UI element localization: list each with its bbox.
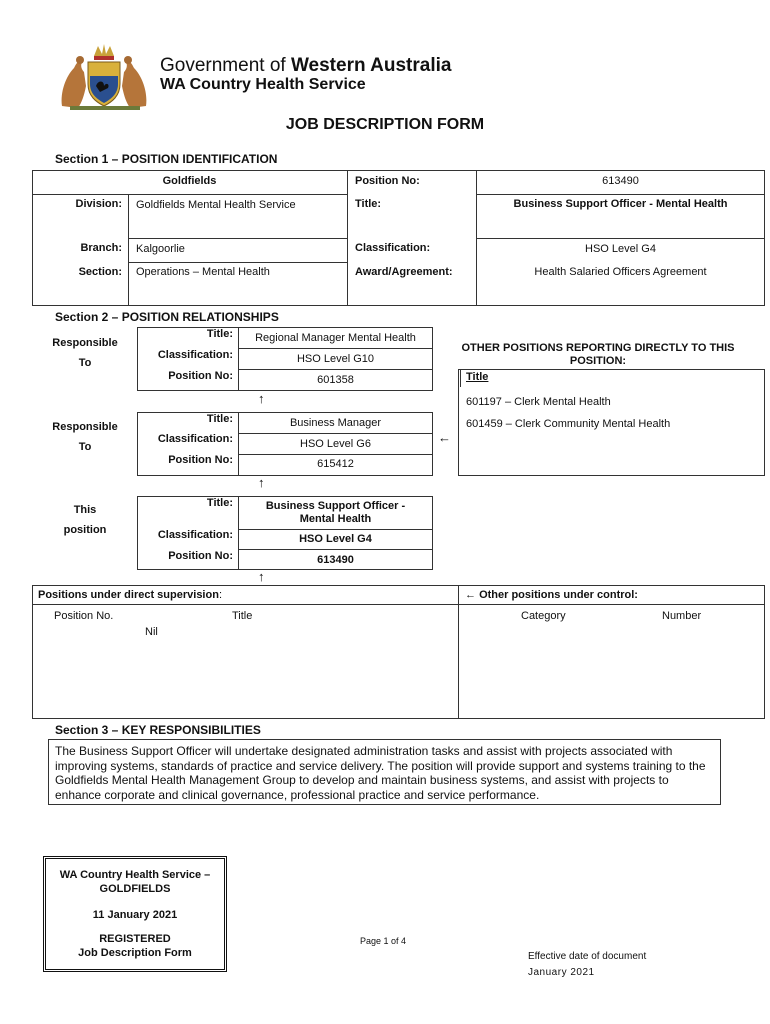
region-name: Goldfields [162, 175, 217, 187]
arrow-up-icon: ↑ [258, 475, 265, 490]
other-position-2: 601459 – Clerk Community Mental Health [466, 418, 671, 430]
col-position-no: Position No. [54, 610, 114, 622]
this-position-label [40, 500, 130, 540]
form-title: JOB DESCRIPTION FORM [285, 116, 485, 133]
effective-date-value: January 2021 [528, 967, 595, 978]
other-title-header: Title [466, 371, 489, 383]
section-label: Section: [78, 266, 122, 278]
box2-position-no: 615412 [317, 458, 354, 470]
box2-classification: HSO Level G6 [300, 438, 371, 450]
box2-title-label: Title: [206, 413, 233, 425]
other-control-text: Other positions under control: [479, 589, 638, 601]
section3-heading: Section 3 – KEY RESPONSIBILITIES [55, 723, 261, 737]
box3-title-label: Title: [206, 497, 233, 509]
position-no-label: Position No: [355, 175, 420, 187]
stamp-line3: REGISTERED [99, 933, 171, 945]
col-number: Number [662, 610, 702, 622]
to-line: To [78, 441, 92, 453]
title-label: Title: [355, 198, 382, 210]
service-name: WA Country Health Service [160, 76, 366, 93]
stamp-line4: Job Description Form [78, 947, 192, 959]
supervision-label [38, 589, 222, 601]
box3-classification-label: Classification: [157, 529, 233, 541]
other-position-1: 601197 – Clerk Mental Health [466, 396, 611, 408]
registration-stamp [43, 856, 227, 972]
box3-classification: HSO Level G4 [299, 533, 372, 545]
box3-position-no: 613490 [317, 554, 354, 566]
responsible-line: Responsible [52, 337, 118, 349]
supervision-label-text: Positions under direct supervision [38, 589, 219, 601]
section2-heading: Section 2 – POSITION RELATIONSHIPS [55, 310, 279, 324]
box1-classification: HSO Level G10 [296, 353, 375, 365]
arrow-up-icon: ↑ [258, 569, 265, 584]
box1-title: Regional Manager Mental Health [255, 332, 416, 344]
award-label: Award/Agreement: [355, 266, 453, 278]
effective-date-label: Effective date of document [528, 951, 647, 962]
box2-classification-label: Classification: [157, 433, 233, 445]
page-number: Page 1 of 4 [360, 936, 407, 946]
other-control-label [465, 589, 638, 601]
box1-position-no: 601358 [317, 374, 354, 386]
box3-position-no-label: Position No: [168, 550, 233, 562]
branch-label: Branch: [80, 242, 122, 254]
award-value: Health Salaried Officers Agreement [534, 266, 707, 278]
arrow-up-icon: ↑ [258, 391, 265, 406]
responsible-line: Responsible [52, 421, 118, 433]
this-line: This [73, 504, 97, 516]
supervision-label-colon: : [218, 589, 222, 601]
supervision-value: Nil [145, 626, 158, 638]
responsible-to-label-1 [40, 333, 130, 373]
box2-title: Business Manager [289, 417, 382, 429]
classification-value: HSO Level G4 [585, 243, 656, 255]
title-value: Business Support Officer - Mental Health [513, 198, 728, 210]
col-title: Title [232, 610, 253, 622]
box1-classification-label: Classification: [157, 349, 233, 361]
stamp-date: 11 January 2021 [92, 909, 178, 921]
key-responsibilities-box [48, 739, 721, 805]
col-category: Category [521, 610, 566, 622]
arrow-left-icon: ← [465, 589, 476, 601]
division-label: Division: [75, 198, 122, 210]
position-line: position [63, 524, 107, 536]
arrow-left-icon: ← [438, 430, 451, 445]
box1-title-label: Title: [206, 328, 233, 340]
organisation-name [160, 55, 451, 76]
key-responsibilities-text: The Business Support Officer will undertake designated administration tasks and assist with projects associated with improving systems, standards of practice and service delivery. The position will provide support and systems training to the Goldfields Mental Health Management Group to develop and maintain business systems, and assist with projects to enhance corporate and clinical governance, professional practice and service performance. [55, 744, 706, 802]
position-no-value: 613490 [602, 175, 639, 187]
org-name-plain: Government of [160, 55, 291, 76]
section1-heading: Section 1 – POSITION IDENTIFICATION [55, 152, 278, 166]
org-name-bold: Western Australia [290, 55, 452, 76]
stamp-line2: GOLDFIELDS [99, 883, 171, 895]
other-positions-heading: OTHER POSITIONS REPORTING DIRECTLY TO THIS POSITION: [461, 342, 735, 367]
to-line: To [78, 357, 92, 369]
section-value: Operations – Mental Health [136, 266, 270, 278]
box2-position-no-label: Position No: [168, 454, 233, 466]
stamp-line1: WA Country Health Service – [59, 869, 211, 881]
box3-title: Business Support Officer - Mental Health [265, 500, 406, 525]
division-value: Goldfields Mental Health Service [136, 199, 296, 211]
box1-position-no-label: Position No: [168, 370, 233, 382]
wa-crest-logo [56, 42, 152, 114]
responsible-to-label-2 [40, 417, 130, 457]
classification-label: Classification: [355, 242, 431, 254]
branch-value: Kalgoorlie [136, 243, 185, 255]
